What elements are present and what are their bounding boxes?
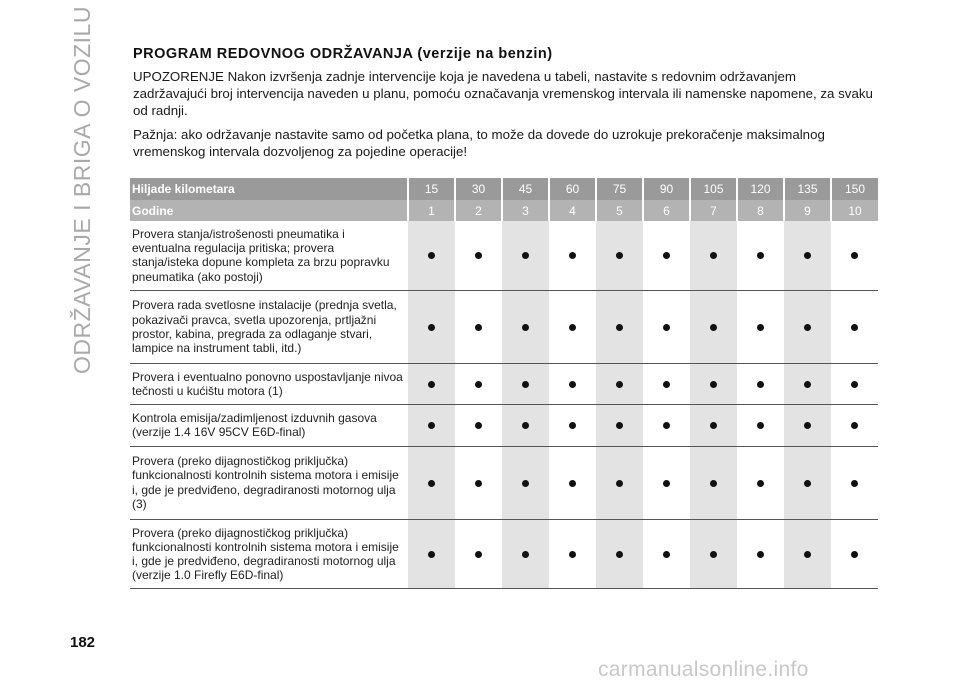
interval-cell xyxy=(737,405,784,446)
interval-cell xyxy=(596,446,643,519)
schedule-row xyxy=(130,446,878,519)
interval-cell xyxy=(784,363,831,404)
required-dot-icon xyxy=(428,480,435,487)
km-header-label: Hiljade kilometara xyxy=(130,178,408,200)
interval-cell xyxy=(831,519,878,589)
required-dot-icon xyxy=(710,252,717,259)
required-dot-icon xyxy=(710,422,717,429)
interval-cell xyxy=(690,221,737,290)
km-header-cell: 135 xyxy=(784,178,831,200)
schedule-row xyxy=(130,519,878,589)
required-dot-icon xyxy=(663,480,670,487)
maintenance-schedule-table xyxy=(130,178,878,589)
interval-cell xyxy=(408,221,455,290)
interval-cell xyxy=(549,446,596,519)
years-header-cell: 9 xyxy=(784,200,831,221)
years-header-cell: 1 xyxy=(408,200,455,221)
interval-cell xyxy=(408,363,455,404)
interval-cell xyxy=(690,446,737,519)
interval-cell xyxy=(643,405,690,446)
required-dot-icon xyxy=(804,422,811,429)
interval-cell xyxy=(502,221,549,290)
interval-cell xyxy=(737,519,784,589)
required-dot-icon xyxy=(475,422,482,429)
operation-description: Provera rada svetlosne instalacije (prednja svetla, pokazivači pravca, svetla upozorenja, prtljažni prostor, kabina, pregrada za odlaganje stvari, lampice na instrument tabli, itd.) xyxy=(130,290,408,363)
required-dot-icon xyxy=(757,551,764,558)
interval-cell xyxy=(455,290,502,363)
attention-paragraph: Pažnja: ako održavanje nastavite samo od početka plana, to može da dovede do uzrokuje prekoračenje maksimalnog vremenskog intervala dozvoljenog za pojedine operacije! xyxy=(133,127,825,159)
km-header-cell: 105 xyxy=(690,178,737,200)
interval-cell xyxy=(596,405,643,446)
schedule-body xyxy=(130,221,878,589)
required-dot-icon xyxy=(757,252,764,259)
operation-description: Provera stanja/istrošenosti pneumatika i eventualna regulacija pritiska; provera stanja/isteka dopune kompleta za brzu popravku pneumatika (ako postoji) xyxy=(130,221,408,290)
interval-cell xyxy=(408,519,455,589)
years-header-cell: 4 xyxy=(549,200,596,221)
required-dot-icon xyxy=(428,422,435,429)
required-dot-icon xyxy=(851,422,858,429)
required-dot-icon xyxy=(475,252,482,259)
interval-cell xyxy=(502,363,549,404)
side-section-title xyxy=(62,6,102,374)
schedule-row xyxy=(130,363,878,404)
required-dot-icon xyxy=(569,422,576,429)
warning-paragraph: UPOZORENJE Nakon izvršenja zadnje intervencije koja je navedena u tabeli, nastavite s redovnim održavanjem zadržavajući broj intervencija naveden u planu, pomoću označavanja vremenskog intervala ili namenske napomene, za svaku od radnji. xyxy=(133,69,873,118)
required-dot-icon xyxy=(851,480,858,487)
interval-cell xyxy=(596,290,643,363)
required-dot-icon xyxy=(475,480,482,487)
interval-cell xyxy=(549,290,596,363)
interval-cell xyxy=(737,290,784,363)
interval-cell xyxy=(690,290,737,363)
required-dot-icon xyxy=(616,480,623,487)
years-header-cell: 10 xyxy=(831,200,878,221)
interval-cell xyxy=(596,519,643,589)
required-dot-icon xyxy=(475,381,482,388)
required-dot-icon xyxy=(804,252,811,259)
required-dot-icon xyxy=(757,480,764,487)
interval-cell xyxy=(831,405,878,446)
years-header-cell: 7 xyxy=(690,200,737,221)
interval-cell xyxy=(737,363,784,404)
required-dot-icon xyxy=(616,551,623,558)
required-dot-icon xyxy=(522,551,529,558)
required-dot-icon xyxy=(757,324,764,331)
km-header-cell: 30 xyxy=(455,178,502,200)
years-header-cell: 5 xyxy=(596,200,643,221)
interval-cell xyxy=(690,363,737,404)
interval-cell xyxy=(831,446,878,519)
interval-cell xyxy=(737,446,784,519)
interval-cell xyxy=(596,221,643,290)
interval-cell xyxy=(408,290,455,363)
required-dot-icon xyxy=(663,252,670,259)
km-header-cell: 60 xyxy=(549,178,596,200)
interval-cell xyxy=(455,519,502,589)
interval-cell xyxy=(502,519,549,589)
required-dot-icon xyxy=(569,324,576,331)
years-header-cell: 3 xyxy=(502,200,549,221)
required-dot-icon xyxy=(851,252,858,259)
side-section-title-text: ODRŽAVANJE I BRIGA O VOZILU xyxy=(69,6,95,374)
interval-cell xyxy=(549,221,596,290)
interval-cell xyxy=(549,405,596,446)
interval-cell xyxy=(502,290,549,363)
required-dot-icon xyxy=(804,381,811,388)
interval-cell xyxy=(784,290,831,363)
required-dot-icon xyxy=(851,324,858,331)
interval-cell xyxy=(643,363,690,404)
km-header-cell: 120 xyxy=(737,178,784,200)
km-header-cell: 90 xyxy=(643,178,690,200)
required-dot-icon xyxy=(851,381,858,388)
operation-description: Provera i eventualno ponovno uspostavljanje nivoa tečnosti u kućištu motora (1) xyxy=(130,363,408,404)
required-dot-icon xyxy=(757,381,764,388)
required-dot-icon xyxy=(522,252,529,259)
interval-cell xyxy=(502,405,549,446)
interval-cell xyxy=(643,446,690,519)
operation-description: Provera (preko dijagnostičkog priključka) funkcionalnosti kontrolnih sistema motora i emisije i, gde je predviđeno, degradiranosti motornog ulja (3) xyxy=(130,446,408,519)
interval-cell xyxy=(831,290,878,363)
interval-cell xyxy=(737,221,784,290)
required-dot-icon xyxy=(569,551,576,558)
km-header-cell: 150 xyxy=(831,178,878,200)
required-dot-icon xyxy=(710,551,717,558)
interval-cell xyxy=(455,221,502,290)
schedule-row xyxy=(130,405,878,446)
years-header-row xyxy=(130,200,878,221)
interval-cell xyxy=(690,519,737,589)
required-dot-icon xyxy=(522,324,529,331)
interval-cell xyxy=(596,363,643,404)
interval-cell xyxy=(643,290,690,363)
interval-cell xyxy=(784,221,831,290)
required-dot-icon xyxy=(569,381,576,388)
required-dot-icon xyxy=(710,381,717,388)
required-dot-icon xyxy=(757,422,764,429)
watermark: carmanualsonline.info xyxy=(598,658,809,681)
interval-cell xyxy=(784,519,831,589)
km-header-cell: 45 xyxy=(502,178,549,200)
interval-cell xyxy=(784,405,831,446)
required-dot-icon xyxy=(663,422,670,429)
years-header-cell: 8 xyxy=(737,200,784,221)
required-dot-icon xyxy=(428,324,435,331)
schedule-row xyxy=(130,290,878,363)
km-header-cell: 75 xyxy=(596,178,643,200)
schedule-row xyxy=(130,221,878,290)
required-dot-icon xyxy=(475,551,482,558)
required-dot-icon xyxy=(428,381,435,388)
required-dot-icon xyxy=(522,422,529,429)
required-dot-icon xyxy=(663,324,670,331)
interval-cell xyxy=(643,221,690,290)
interval-cell xyxy=(831,363,878,404)
interval-cell xyxy=(831,221,878,290)
interval-cell xyxy=(784,446,831,519)
required-dot-icon xyxy=(804,551,811,558)
interval-cell xyxy=(455,363,502,404)
required-dot-icon xyxy=(428,551,435,558)
interval-cell xyxy=(408,446,455,519)
required-dot-icon xyxy=(569,480,576,487)
interval-cell xyxy=(549,363,596,404)
interval-cell xyxy=(408,405,455,446)
page-number: 182 xyxy=(70,634,96,651)
years-header-cell: 2 xyxy=(455,200,502,221)
required-dot-icon xyxy=(851,551,858,558)
operation-description: Kontrola emisija/zadimljenost izduvnih gasova (verzije 1.4 16V 95CV E6D-final) xyxy=(130,405,408,446)
interval-cell xyxy=(549,519,596,589)
interval-cell xyxy=(502,446,549,519)
required-dot-icon xyxy=(663,381,670,388)
required-dot-icon xyxy=(804,480,811,487)
interval-cell xyxy=(690,405,737,446)
required-dot-icon xyxy=(522,480,529,487)
years-header-label: Godine xyxy=(130,200,408,221)
years-header-cell: 6 xyxy=(643,200,690,221)
interval-cell xyxy=(455,405,502,446)
required-dot-icon xyxy=(475,324,482,331)
km-header-row xyxy=(130,178,878,200)
required-dot-icon xyxy=(616,252,623,259)
required-dot-icon xyxy=(428,252,435,259)
operation-description: Provera (preko dijagnostičkog priključka) funkcionalnosti kontrolnih sistema motora i emisije i, gde je predviđeno, degradiranosti motornog ulja (verzije 1.0 Firefly E6D-final) xyxy=(130,519,408,589)
required-dot-icon xyxy=(616,422,623,429)
km-header-cell: 15 xyxy=(408,178,455,200)
interval-cell xyxy=(643,519,690,589)
required-dot-icon xyxy=(616,324,623,331)
required-dot-icon xyxy=(710,480,717,487)
interval-cell xyxy=(455,446,502,519)
required-dot-icon xyxy=(569,252,576,259)
required-dot-icon xyxy=(616,381,623,388)
required-dot-icon xyxy=(663,551,670,558)
required-dot-icon xyxy=(804,324,811,331)
required-dot-icon xyxy=(522,381,529,388)
required-dot-icon xyxy=(710,324,717,331)
page-heading: PROGRAM REDOVNOG ODRŽAVANJA (verzije na benzin) xyxy=(133,46,553,62)
